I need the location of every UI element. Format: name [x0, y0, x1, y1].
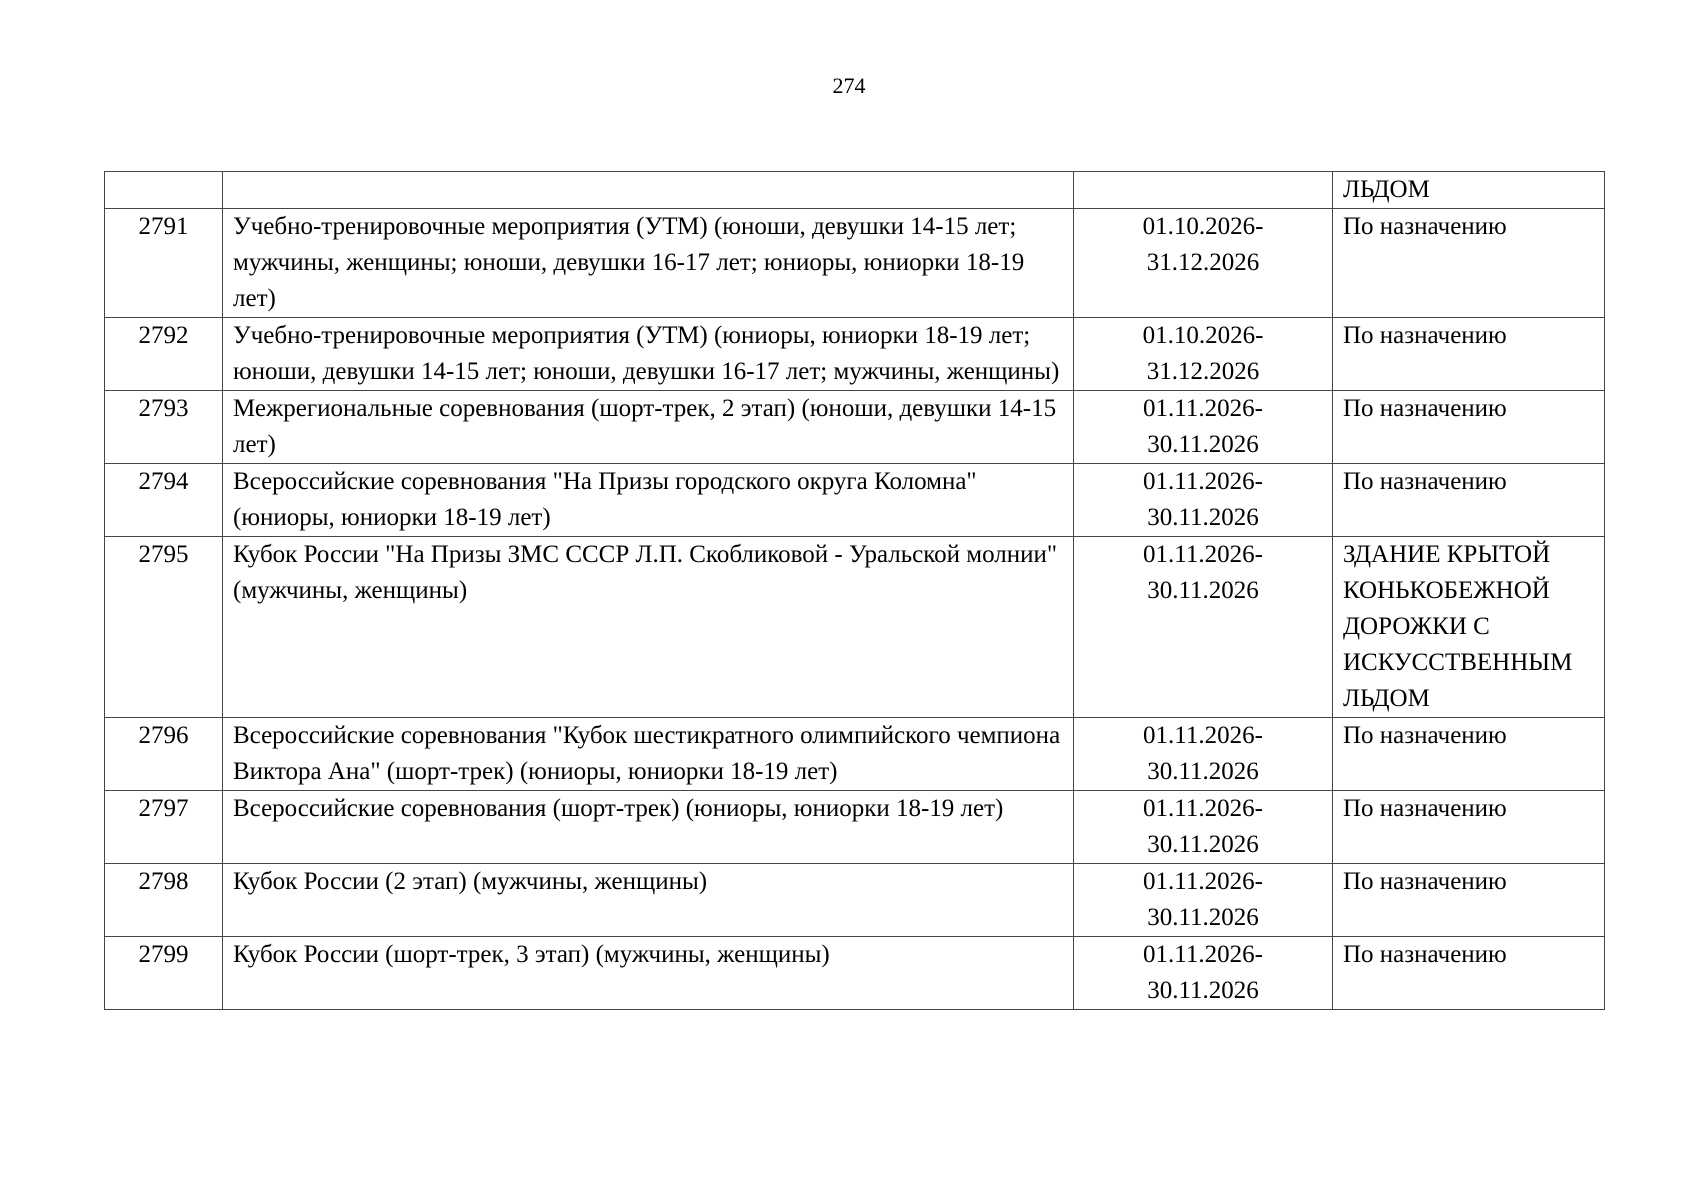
cell-event-name — [223, 172, 1074, 209]
cell-number: 2796 — [105, 718, 223, 791]
date-start: 01.11.2026- — [1143, 468, 1263, 495]
cell-place: ЛЬДОМ — [1333, 172, 1605, 209]
cell-event-name: Кубок России (2 этап) (мужчины, женщины) — [223, 864, 1074, 937]
cell-place: По назначению — [1333, 937, 1605, 1010]
date-end: 30.11.2026 — [1147, 831, 1259, 858]
date-start: 01.10.2026- — [1142, 322, 1264, 349]
cell-event-name: Учебно-тренировочные мероприятия (УТМ) (юниоры, юниорки 18-19 лет; юноши, девушки 14-15 лет; юноши, девушки 16-17 лет; мужчины, женщины) — [223, 318, 1074, 391]
date-end: 30.11.2026 — [1147, 504, 1259, 531]
cell-number: 2795 — [105, 537, 223, 718]
cell-number: 2794 — [105, 464, 223, 537]
cell-place: По назначению — [1333, 318, 1605, 391]
table-row — [105, 318, 1605, 391]
date-end: 31.12.2026 — [1146, 358, 1260, 385]
cell-number: 2799 — [105, 937, 223, 1010]
date-start: 01.11.2026- — [1143, 722, 1263, 749]
date-start: 01.11.2026- — [1143, 941, 1263, 968]
table-row — [105, 718, 1605, 791]
table-row — [105, 391, 1605, 464]
cell-number: 2793 — [105, 391, 223, 464]
date-start: 01.10.2026- — [1142, 213, 1264, 240]
table-row — [105, 537, 1605, 718]
table-row — [105, 209, 1605, 318]
table-row — [105, 464, 1605, 537]
cell-dates — [1074, 464, 1333, 537]
table-row — [105, 864, 1605, 937]
date-end: 31.12.2026 — [1146, 249, 1260, 276]
cell-place: По назначению — [1333, 391, 1605, 464]
cell-place: По назначению — [1333, 864, 1605, 937]
table-row — [105, 791, 1605, 864]
date-start: 01.11.2026- — [1143, 868, 1263, 895]
cell-number: 2791 — [105, 209, 223, 318]
date-end: 30.11.2026 — [1147, 904, 1259, 931]
cell-place: По назначению — [1333, 209, 1605, 318]
cell-dates — [1074, 318, 1333, 391]
date-start: 01.11.2026- — [1143, 541, 1263, 568]
cell-event-name: Межрегиональные соревнования (шорт-трек, 2 этап) (юноши, девушки 14-15 лет) — [223, 391, 1074, 464]
cell-dates — [1074, 537, 1333, 718]
events-table-body — [105, 172, 1605, 1010]
date-start: 01.11.2026- — [1143, 395, 1263, 422]
cell-dates — [1074, 209, 1333, 318]
date-end: 30.11.2026 — [1147, 758, 1259, 785]
cell-number: 2792 — [105, 318, 223, 391]
cell-event-name: Всероссийские соревнования (шорт-трек) (юниоры, юниорки 18-19 лет) — [223, 791, 1074, 864]
cell-dates — [1074, 718, 1333, 791]
events-table — [104, 171, 1605, 1010]
cell-event-name: Кубок России "На Призы ЗМС СССР Л.П. Скобликовой - Уральской молнии" (мужчины, женщины) — [223, 537, 1074, 718]
date-end: 30.11.2026 — [1147, 577, 1259, 604]
cell-dates — [1074, 391, 1333, 464]
date-end: 30.11.2026 — [1147, 431, 1259, 458]
page-number: 274 — [832, 73, 866, 98]
cell-number: 2797 — [105, 791, 223, 864]
cell-number — [105, 172, 223, 209]
table-row — [105, 937, 1605, 1010]
cell-dates — [1074, 937, 1333, 1010]
cell-dates — [1074, 172, 1333, 209]
cell-place: По назначению — [1333, 791, 1605, 864]
cell-event-name: Учебно-тренировочные мероприятия (УТМ) (юноши, девушки 14-15 лет; мужчины, женщины; юноши, девушки 16-17 лет; юниоры, юниорки 18-19 лет) — [223, 209, 1074, 318]
cell-place: По назначению — [1333, 718, 1605, 791]
cell-number: 2798 — [105, 864, 223, 937]
cell-event-name: Всероссийские соревнования "Кубок шестикратного олимпийского чемпиона Виктора Ана" (шорт-трек) (юниоры, юниорки 18-19 лет) — [223, 718, 1074, 791]
date-start: 01.11.2026- — [1143, 795, 1263, 822]
cell-event-name: Всероссийские соревнования "На Призы городского округа Коломна" (юниоры, юниорки 18-19 лет) — [223, 464, 1074, 537]
date-end: 30.11.2026 — [1147, 977, 1259, 1004]
cell-dates — [1074, 791, 1333, 864]
cell-dates — [1074, 864, 1333, 937]
table-row-continuation — [105, 172, 1605, 209]
cell-event-name: Кубок России (шорт-трек, 3 этап) (мужчины, женщины) — [223, 937, 1074, 1010]
cell-place: ЗДАНИЕ КРЫТОЙ КОНЬКОБЕЖНОЙ ДОРОЖКИ С ИСКУССТВЕННЫМ ЛЬДОМ — [1333, 537, 1605, 718]
cell-place: По назначению — [1333, 464, 1605, 537]
